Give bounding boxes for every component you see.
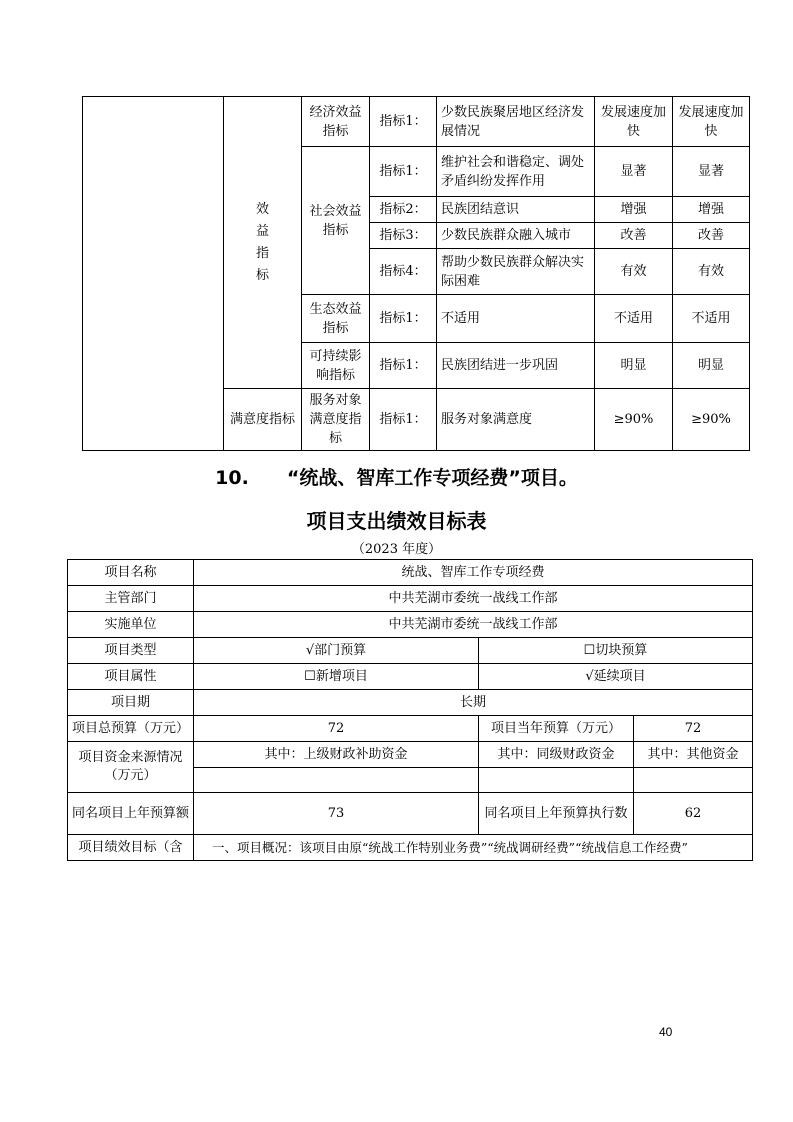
benefit-indicator-table (82, 96, 750, 451)
sat-category: 服务对象满意度指标 (302, 389, 370, 451)
soc3-target: 改善 (595, 223, 673, 249)
soc1-value: 显著 (673, 147, 750, 197)
soc4-value: 有效 (673, 249, 750, 295)
goal-text: 一、项目概况：该项目由原“统战工作特别业务费”“统战调研经费”“统战信息工作经费” (194, 835, 753, 861)
sat-index: 指标1： (370, 389, 437, 451)
prev-exec-label: 同名项目上年预算执行数 (479, 793, 634, 835)
satisfaction-group-label: 满意度指标 (224, 389, 302, 451)
year-budget-label: 项目当年预算（万元） (479, 716, 634, 742)
table-title: 项目支出绩效目标表 (306, 509, 487, 533)
source-other-amount (634, 768, 753, 793)
period-label: 项目期 (68, 690, 194, 716)
sat-target: ≥90% (595, 389, 673, 451)
section-heading (0, 463, 793, 490)
year-budget-value: 72 (634, 716, 753, 742)
soc4-index: 指标4： (370, 249, 437, 295)
impl-value: 中共芜湖市委统一战线工作部 (194, 612, 753, 638)
sat-value: ≥90% (673, 389, 750, 451)
econ-category: 经济效益指标 (302, 97, 370, 147)
eco-index: 指标1： (370, 295, 437, 343)
project-target-table (67, 559, 753, 861)
soc1-index: 指标1： (370, 147, 437, 197)
soc2-index: 指标2： (370, 197, 437, 223)
type-label: 项目类型 (68, 638, 194, 664)
type-option-block: ☐切块预算 (479, 638, 753, 664)
econ-target: 发展速度加快 (595, 97, 673, 147)
source-same-level: 其中：同级财政资金 (479, 742, 634, 768)
soc2-desc: 民族团结意识 (437, 197, 595, 223)
soc1-desc: 维护社会和谐稳定、调处矛盾纠纷发挥作用 (437, 147, 595, 197)
sus-category: 可持续影响指标 (302, 343, 370, 389)
attr-option-new: ☐新增项目 (194, 664, 479, 690)
section-title: “统战、智库工作专项经费”项目。 (286, 467, 578, 489)
econ-index: 指标1： (370, 97, 437, 147)
total-budget-label: 项目总预算（万元） (68, 716, 194, 742)
dept-label: 主管部门 (68, 586, 194, 612)
soc3-desc: 少数民族群众融入城市 (437, 223, 595, 249)
total-budget-value: 72 (194, 716, 479, 742)
benefit-group-label: 效益指标 (224, 97, 302, 389)
period-value: 长期 (194, 690, 753, 716)
social-category: 社会效益指标 (302, 147, 370, 295)
prev-exec-value: 62 (634, 793, 753, 835)
year-label: （2023 年度） (351, 542, 442, 557)
goal-label: 项目绩效目标（含 (68, 835, 194, 861)
soc4-desc: 帮助少数民族群众解决实际困难 (437, 249, 595, 295)
soc2-value: 增强 (673, 197, 750, 223)
sat-desc: 服务对象满意度 (437, 389, 595, 451)
sus-desc: 民族团结进一步巩固 (437, 343, 595, 389)
attr-label: 项目属性 (68, 664, 194, 690)
soc4-target: 有效 (595, 249, 673, 295)
eco-target: 不适用 (595, 295, 673, 343)
blank-cell (83, 97, 224, 451)
soc3-value: 改善 (673, 223, 750, 249)
name-label: 项目名称 (68, 560, 194, 586)
soc1-target: 显著 (595, 147, 673, 197)
source-label: 项目资金来源情况（万元） (68, 742, 194, 793)
sus-target: 明显 (595, 343, 673, 389)
name-value: 统战、智库工作专项经费 (194, 560, 753, 586)
source-superior-amount (194, 768, 479, 793)
sus-index: 指标1： (370, 343, 437, 389)
eco-value: 不适用 (673, 295, 750, 343)
econ-desc: 少数民族聚居地区经济发展情况 (437, 97, 595, 147)
page-number: 40 (659, 1025, 673, 1039)
source-same-level-amount (479, 768, 634, 793)
eco-category: 生态效益指标 (302, 295, 370, 343)
source-other: 其中：其他资金 (634, 742, 753, 768)
impl-label: 实施单位 (68, 612, 194, 638)
eco-desc: 不适用 (437, 295, 595, 343)
sus-value: 明显 (673, 343, 750, 389)
section-number: 10. (215, 467, 249, 489)
soc3-index: 指标3： (370, 223, 437, 249)
prev-budget-value: 73 (194, 793, 479, 835)
soc2-target: 增强 (595, 197, 673, 223)
attr-option-continue: √延续项目 (479, 664, 753, 690)
econ-value: 发展速度加快 (673, 97, 750, 147)
dept-value: 中共芜湖市委统一战线工作部 (194, 586, 753, 612)
prev-budget-label: 同名项目上年预算额 (68, 793, 194, 835)
source-superior: 其中：上级财政补助资金 (194, 742, 479, 768)
type-option-dept: √部门预算 (194, 638, 479, 664)
